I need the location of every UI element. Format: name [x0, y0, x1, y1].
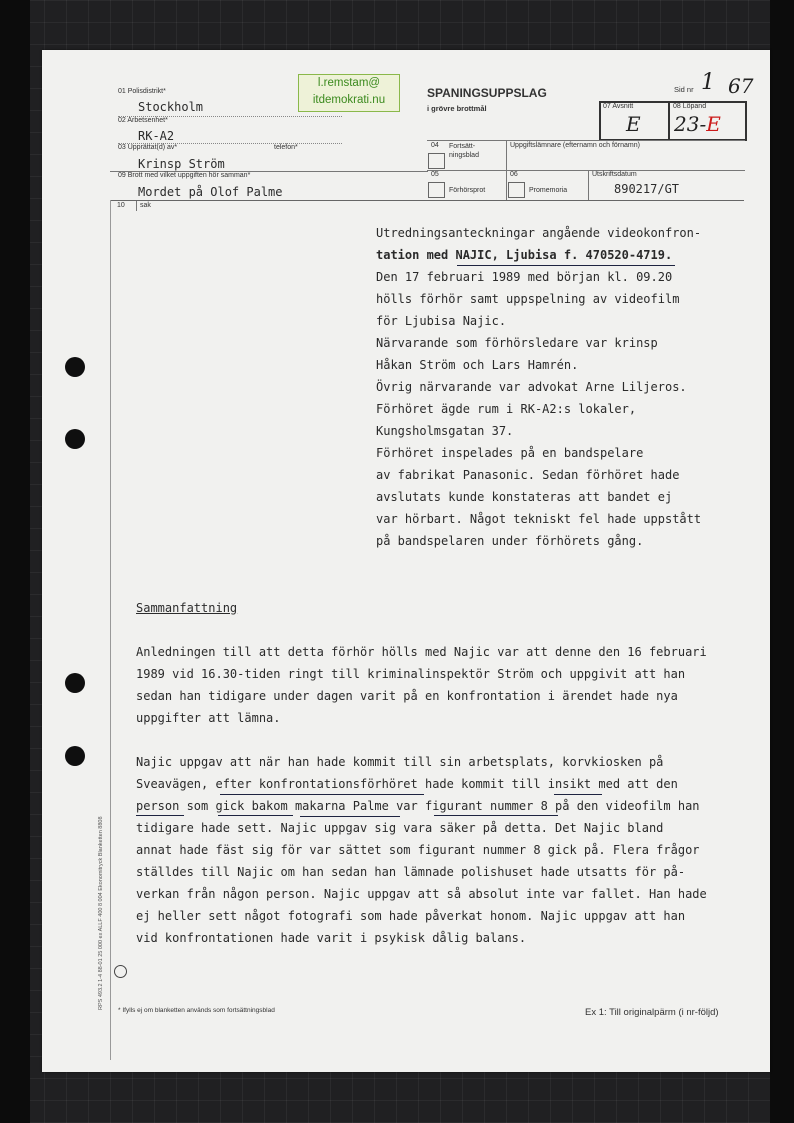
pen-underline-person: [136, 815, 184, 816]
field-03-value: Krinsp Ström: [138, 157, 225, 171]
body-line: ej heller sett något fotografi som hade påverkat honom. Najic uppgav att han: [136, 909, 686, 923]
summary-heading: Sammanfattning: [136, 601, 238, 615]
document-page: [42, 50, 770, 1072]
grid-divider-1: [506, 140, 507, 170]
mat-edge-right: [770, 0, 794, 1123]
body-line: Najic uppgav att när han hade kommit till sin arbetsplats, korvkiosken på: [136, 755, 664, 769]
punch-hole: [65, 746, 85, 766]
forhorsprot-checkbox: [428, 182, 445, 198]
telefon-label: telefon*: [274, 144, 298, 151]
margin-circle-mark: [114, 965, 127, 978]
uppgiftslamnare-label: Uppgiftslämnare (efternamn och förnamn): [510, 142, 640, 149]
sid-value: 1: [701, 70, 715, 95]
punch-hole: [65, 673, 85, 693]
pen-underline-figurant: [434, 815, 558, 816]
note-line: Förhöret inspelades på en bandspelare: [376, 446, 644, 460]
field-04-label: 04: [431, 142, 439, 149]
note-line: på bandspelaren under förhörets gång.: [376, 534, 644, 548]
field-09-label: 09 Brott med vilket uppgiften hör samman*: [118, 172, 251, 179]
footer-note: * Ifylls ej om blanketten används som fortsättningsblad: [118, 1007, 275, 1014]
body-line: sedan han tidigare under dagen varit på en konfrontation i ärendet hade nya: [136, 689, 678, 703]
grid-top-rule: [427, 140, 745, 141]
grid-divider-3: [588, 170, 589, 200]
fortsatt-label-2: ningsblad: [449, 152, 479, 159]
utskriftsdatum-value: 890217/GT: [614, 182, 680, 196]
punch-hole: [65, 429, 85, 449]
field-01-label: 01 Polisdistrikt*: [118, 88, 166, 95]
body-line: Anledningen till att detta förhör hölls med Najic var att denne den 16 februari: [136, 645, 707, 659]
field-07-value: E: [626, 112, 641, 136]
body-line: verkan från någon person. Najic uppgav att så absolut inte var fallet. Han hade: [136, 887, 707, 901]
note-line: var hörbart. Något tekniskt fel hade uppstått: [376, 512, 702, 526]
sid-label: Sid nr: [674, 85, 694, 94]
note-line: Närvarande som förhörsledare var krinsp: [376, 336, 658, 350]
box-divider: [668, 102, 670, 139]
note-line: tation med NAJIC, Ljubisa f. 470520-4719.: [376, 248, 673, 262]
note-line: Förhöret ägde rum i RK-A2:s lokaler,: [376, 402, 637, 416]
pen-underline-insikt: [554, 794, 602, 795]
note-line: Utredningsanteckningar angående videokonfron-: [376, 226, 702, 240]
pen-underline-makarna-palme: [300, 816, 400, 817]
field-08-value: [674, 112, 721, 136]
field-08-number: 23-: [674, 112, 707, 136]
field-10-label: 10: [117, 202, 125, 209]
body-line: Sveavägen, efter konfrontationsförhöret hade kommit till insikt med att den: [136, 777, 678, 791]
body-line: 1989 vid 16.30-tiden ringt till kriminalinspektör Ström och uppgivit att han: [136, 667, 686, 681]
fortsatt-label-1: Fortsätt-: [449, 143, 476, 150]
field-02-value: RK-A2: [138, 129, 175, 143]
note-line: av fabrikat Panasonic. Sedan förhöret hade: [376, 468, 680, 482]
body-line: person som gick bakom makarna Palme var figurant nummer 8 på den videofilm han: [136, 799, 700, 813]
grid-divider-2: [506, 170, 507, 200]
footer-copy-note: Ex 1: Till originalpärm (i nr-följd): [585, 1007, 719, 1018]
stamp-line-2: itdemokrati.nu: [312, 94, 386, 106]
left-margin-rule: [110, 200, 111, 1060]
email-stamp: [298, 74, 400, 112]
body-line: tidigare hade sett. Najic uppgav sig vara säker på detta. Det Najic bland: [136, 821, 664, 835]
field-03-label: 03 Upprättat(d) av*: [118, 144, 178, 151]
body-line: ställdes till Najic om han sedan han lämnade polishuset hade utsatts för på-: [136, 865, 686, 879]
note-line: avslutats kunde konstateras att bandet ej: [376, 490, 673, 504]
body-line: annat hade fäst sig för var sättet som figurant nummer 8 gick på. Flera frågor: [136, 843, 700, 857]
body-line: vid konfrontationen hade varit i psykisk dålig balans.: [136, 931, 527, 945]
note-line: Övrig närvarande var advokat Arne Liljeros.: [376, 380, 687, 394]
form-subtitle: i grövre brottmål: [427, 104, 487, 113]
field-05-label: 05: [431, 171, 439, 178]
note-line: Den 17 februari 1989 med början kl. 09.20: [376, 270, 673, 284]
sak-label: sak: [140, 202, 151, 209]
pen-underline-konfrontation: [220, 794, 424, 795]
header-bottom-rule: [110, 200, 744, 201]
sid-total: 67: [728, 74, 754, 98]
note-line: hölls förhör samt uppspelning av videofilm: [376, 292, 680, 306]
field-01-value: Stockholm: [138, 100, 204, 114]
field-08-red-letter: E: [706, 112, 721, 136]
grid-mid-rule: [427, 170, 745, 171]
pen-underline-najic: [457, 265, 675, 266]
pen-underline-gick-bakom: [218, 815, 293, 816]
punch-hole: [65, 357, 85, 377]
field-06-label: 06: [510, 171, 518, 178]
promemoria-checkbox: [508, 182, 525, 198]
margin-print-text: RPS 493.2 1-4 88-01 25 000 ex ALLF 400 8 004 Ekonomitryck Blanketten 8808: [98, 816, 104, 1010]
body-line: uppgifter att lämna.: [136, 711, 281, 725]
stamp-line-1: l.remstam@: [317, 77, 381, 89]
field-09-value: Mordet på Olof Palme: [138, 185, 283, 199]
note-line: Kungsholmsgatan 37.: [376, 424, 514, 438]
field-08-label: 08 Löpand: [673, 103, 707, 110]
note-line: Håkan Ström och Lars Hamrén.: [376, 358, 579, 372]
form-title: SPANINGSUPPSLAG: [427, 86, 547, 100]
field-02-label: 02 Arbetsenhet*: [118, 117, 168, 124]
field-07-label: 07 Avsnitt: [603, 103, 634, 110]
utskriftsdatum-label: Utskriftsdatum: [592, 171, 637, 178]
fortsattningsblad-checkbox: [428, 153, 445, 169]
promemoria-label: Promemoria: [529, 187, 568, 194]
note-line: för Ljubisa Najic.: [376, 314, 507, 328]
field-10-divider: [136, 201, 137, 211]
mat-edge-left: [0, 0, 30, 1123]
forhorsprot-label: Förhörsprot: [449, 187, 486, 194]
